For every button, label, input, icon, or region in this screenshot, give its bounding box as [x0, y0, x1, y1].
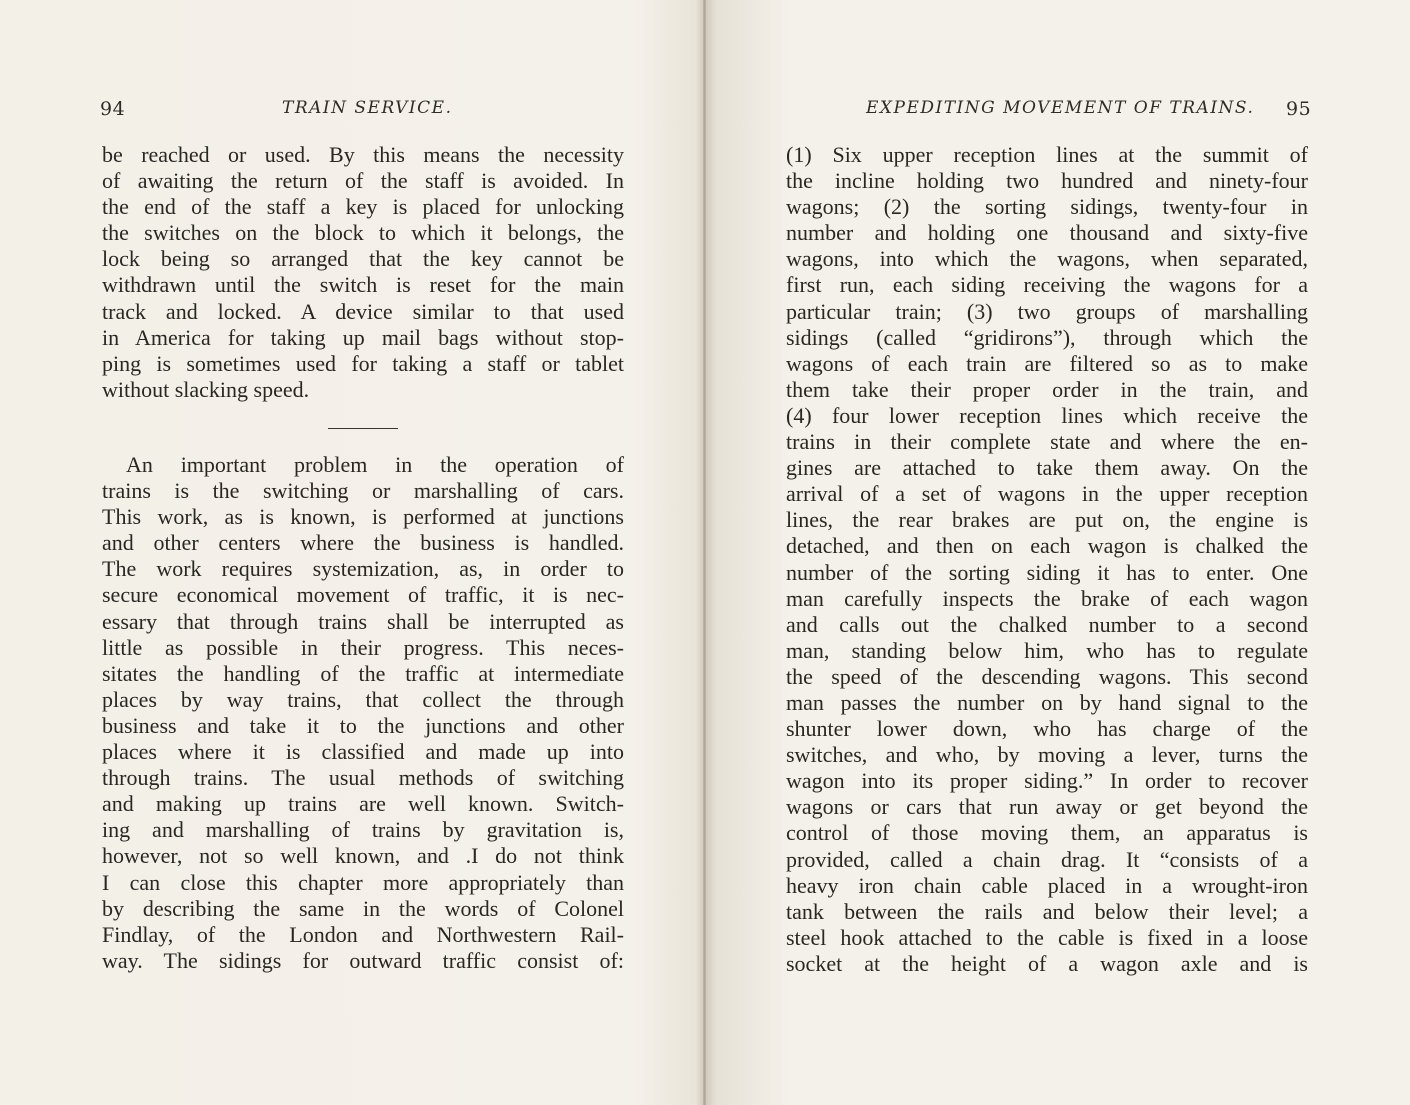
text-line: them take their proper order in the train, and	[786, 376, 1308, 402]
text-line: essary that through trains shall be interrupted as	[102, 608, 624, 634]
text-line: way. The sidings for outward traffic consist of:	[102, 947, 624, 973]
text-line: the end of the staff a key is placed for unlocking	[102, 194, 624, 220]
text-line: man passes the number on by hand signal to the	[786, 689, 1308, 715]
text-line: by describing the same in the words of Colonel	[102, 895, 624, 921]
text-line: This work, as is known, is performed at junctions	[102, 504, 624, 530]
running-head: EXPEDITING MOVEMENT OF TRAINS.	[866, 98, 1255, 118]
text-line: the incline holding two hundred and ninety-four	[786, 168, 1308, 194]
text-line: business and take it to the junctions and other	[102, 712, 624, 738]
text-line: sitates the handling of the traffic at intermediate	[102, 660, 624, 686]
text-line: little as possible in their progress. This neces-	[102, 634, 624, 660]
text-line: places by way trains, that collect the through	[102, 686, 624, 712]
text-line: ping is sometimes used for taking a staff or tablet	[102, 350, 624, 376]
text-line: I can close this chapter more appropriately than	[102, 869, 624, 895]
text-line: The work requires systemization, as, in order to	[102, 556, 624, 582]
text-line: shunter lower down, who has charge of the	[786, 716, 1308, 742]
text-line: control of those moving them, an apparatus is	[786, 820, 1308, 846]
text-line: without slacking speed.	[102, 376, 310, 402]
text-line: man carefully inspects the brake of each wagon	[786, 585, 1308, 611]
text-line: lock being so arranged that the key cannot be	[102, 246, 624, 272]
text-line: number and holding one thousand and sixty-five	[786, 220, 1308, 246]
text-line: sidings (called “gridirons”), through which the	[786, 324, 1308, 350]
text-line: socket at the height of a wagon axle and is	[786, 950, 1308, 976]
text-line: heavy iron chain cable placed in a wrought-iron	[786, 872, 1308, 898]
text-line: the speed of the descending wagons. This second	[786, 663, 1308, 689]
text-line: detached, and then on each wagon is chalked the	[786, 533, 1308, 559]
text-line: the switches on the block to which it belongs, the	[102, 220, 624, 246]
text-line: and calls out the chalked number to a second	[786, 611, 1308, 637]
text-line: gines are attached to take them away. On the	[786, 455, 1308, 481]
text-line: track and locked. A device similar to that used	[102, 298, 624, 324]
text-line: Findlay, of the London and Northwestern Rail-	[102, 921, 624, 947]
text-line: wagons, into which the wagons, when separated,	[786, 246, 1308, 272]
text-line: number of the sorting siding it has to enter. One	[786, 559, 1308, 585]
text-line: first run, each siding receiving the wagons for a	[786, 272, 1308, 298]
page-number: 94	[100, 98, 126, 120]
text-line: (4) four lower reception lines which receive the	[786, 402, 1308, 428]
text-line: and other centers where the business is handled.	[102, 530, 624, 556]
text-line: however, not so well known, and .I do not think	[102, 843, 624, 869]
running-head: TRAIN SERVICE.	[282, 98, 453, 118]
text-line: wagons of each train are filtered so as to make	[786, 350, 1308, 376]
text-line: withdrawn until the switch is reset for the main	[102, 272, 624, 298]
left-page	[0, 0, 704, 1105]
text-line: steel hook attached to the cable is fixed in a loose	[786, 924, 1308, 950]
text-line: An important problem in the operation of	[126, 452, 624, 477]
text-line: ing and marshalling of trains by gravitation is,	[102, 817, 624, 843]
text-line: of awaiting the return of the staff is avoided. In	[102, 168, 624, 194]
text-line: and making up trains are well known. Switch-	[102, 791, 624, 817]
text-line: (1) Six upper reception lines at the summit of	[786, 142, 1308, 167]
text-line: lines, the rear brakes are put on, the engine is	[786, 507, 1308, 533]
text-line: secure economical movement of traffic, it is nec-	[102, 582, 624, 608]
text-line: be reached or used. By this means the necessity	[102, 142, 624, 167]
text-line: tank between the rails and below their level; a	[786, 898, 1308, 924]
text-line: trains is the switching or marshalling of cars.	[102, 478, 624, 504]
text-line: switches, and who, by moving a lever, turns the	[786, 742, 1308, 768]
text-line: arrival of a set of wagons in the upper reception	[786, 481, 1308, 507]
section-divider	[328, 428, 398, 429]
text-line: particular train; (3) two groups of marshalling	[786, 298, 1308, 324]
text-line: in America for taking up mail bags without stop-	[102, 324, 624, 350]
right-page	[706, 0, 1410, 1105]
paragraph	[786, 142, 1308, 977]
paragraph	[102, 452, 624, 974]
text-line: wagons or cars that run away or get beyond the	[786, 794, 1308, 820]
text-line: trains in their complete state and where the en-	[786, 429, 1308, 455]
page-number: 95	[1286, 98, 1312, 120]
text-line: man, standing below him, who has to regulate	[786, 637, 1308, 663]
text-line: places where it is classified and made up into	[102, 739, 624, 765]
text-line: through trains. The usual methods of switching	[102, 765, 624, 791]
paragraph	[102, 142, 624, 403]
text-line: wagons; (2) the sorting sidings, twenty-four in	[786, 194, 1308, 220]
text-line: provided, called a chain drag. It “consists of a	[786, 846, 1308, 872]
text-line: wagon into its proper siding.” In order to recover	[786, 768, 1308, 794]
